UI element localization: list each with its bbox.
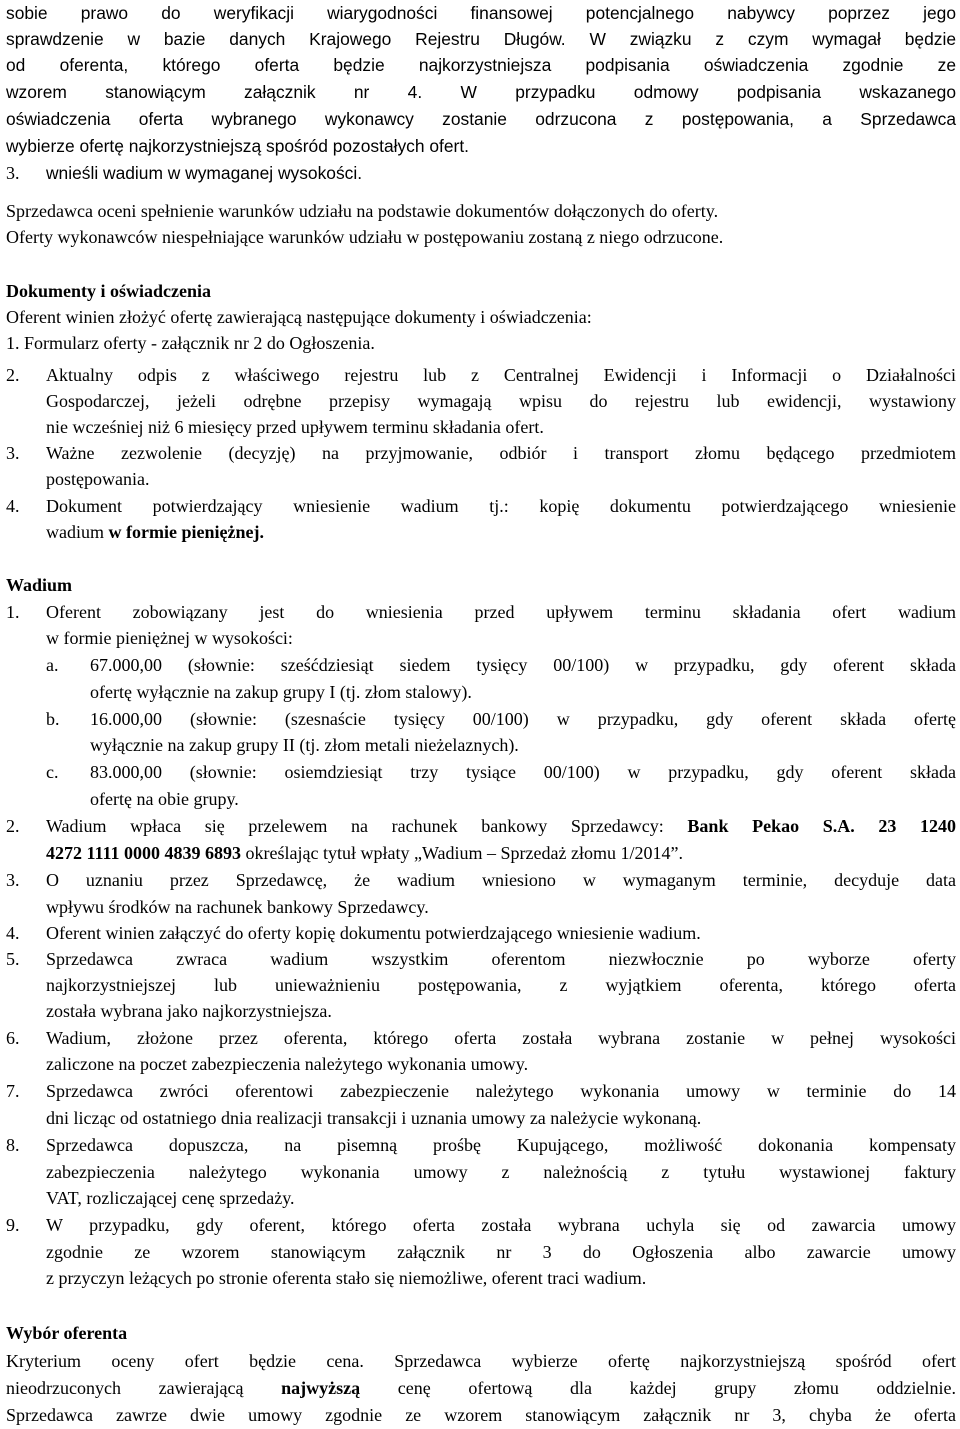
text-line [6,1375,956,1401]
text-line: Kryterium oceny ofert będzie cena. Sprzedawca wybierze ofertę najkorzystniejszą spośród ofert [6,1351,956,1371]
bold-text: najwyższą [281,1378,361,1398]
sublist-item-line: wyłącznie na zakup grupy II (tj. złom metali nieżelaznych). [90,735,519,755]
sublist-item-line: ofertę wyłącznie na zakup grupy I (tj. złom stalowy). [90,682,472,702]
list-item-line: najkorzystniejszej lub unieważnieniu postępowania, z wyjątkiem oferenta, którego oferta [46,975,956,995]
sublist-letter: b. [46,709,60,729]
section-heading-wadium: Wadium [6,575,73,595]
sublist-item-line: 83.000,00 (słownie: osiemdziesiąt trzy tysiące 00/100) w przypadku, gdy oferent składa [90,762,956,782]
list-number: 2. [6,816,20,836]
list-item-line: zaliczone na poczet zabezpieczenia należytego wykonania umowy. [46,1054,529,1074]
section-heading-dokumenty: Dokumenty i oświadczenia [6,281,212,301]
list-number: 4. [6,923,20,943]
list-item-line: Gospodarczej, jeżeli odrębne przepisy wymagają wpisu do rejestru lub ewidencji, wystawiony [46,391,956,411]
bold-text: w formie pieniężnej. [108,522,264,542]
text-line: sprawdzenie w bazie danych Krajowego Rejestru Długów. W związku z czym wymagał będzie [6,29,956,49]
list-item-line: postępowania. [46,469,150,489]
list-item-line: Wadium, złożone przez oferenta, którego oferta została wybrana zostanie w pełnej wysokości [46,1028,956,1048]
list-number: 3. [6,443,20,463]
sublist-letter: c. [46,762,59,782]
text-span: cenę ofertową dla każdej grupy złomu oddzielnie. [360,1378,956,1398]
text-line: Oferty wykonawców niespełniające warunków udziału w postępowaniu zostaną z niego odrzucone. [6,227,724,247]
list-number: 7. [6,1081,20,1101]
list-item-line [46,813,956,839]
list-item-line: dni licząc od ostatniego dnia realizacji transakcji i uznania umowy za należycie wykonaną. [46,1108,702,1128]
list-number: 5. [6,949,20,969]
list-item-line: Sprzedawca dopuszcza, na pisemną prośbę Kupującego, możliwość dokonania kompensaty [46,1135,956,1155]
list-number: 3. [6,870,20,890]
list-number: 8. [6,1135,20,1155]
text-line: wybierze ofertę najkorzystniejszą spośród pozostałych ofert. [6,136,470,156]
list-item-line [46,840,956,866]
text-line: Sprzedawca oceni spełnienie warunków udziału na podstawie dokumentów dołączonych do oferty. [6,201,719,221]
text-span: Wadium wpłaca się przelewem na rachunek bankowy Sprzedawcy: [46,816,688,836]
list-item-line: O uznaniu przez Sprzedawcę, że wadium wniesiono w wymaganym terminie, decyduje data [46,870,956,890]
list-item-line: Oferent winien załączyć do oferty kopię dokumentu potwierdzającego wniesienie wadium. [46,923,701,943]
list-item-line: Sprzedawca zwraca wadium wszystkim oferentom niezwłocznie po wyborze oferty [46,949,956,969]
list-item-line: Dokument potwierdzający wniesienie wadium tj.: kopię dokumentu potwierdzającego wniesienie [46,496,956,516]
list-item-line: Oferent zobowiązany jest do wniesienia przed upływem terminu składania ofert wadium [46,602,956,622]
list-number: 9. [6,1215,20,1235]
list-item-line: została wybrana jako najkorzystniejsza. [46,1001,332,1021]
list-item-line: nie wcześniej niż 6 miesięcy przed upływem terminu składania ofert. [46,417,544,437]
list-item: 1. Formularz oferty - załącznik nr 2 do Ogłoszenia. [6,333,375,353]
sublist-letter: a. [46,655,59,675]
list-number: 4. [6,496,20,516]
list-number: 2. [6,365,20,385]
list-item-line: z przyczyn leżących po stronie oferenta stało się niemożliwe, oferent traci wadium. [46,1268,647,1288]
list-item-line: Aktualny odpis z właściwego rejestru lub z Centralnej Ewidencji i Informacji o Działalności [46,365,956,385]
list-item-line: VAT, rozliczającej cenę sprzedaży. [46,1188,295,1208]
text-line: wzorem stanowiącym załącznik nr 4. W przypadku odmowy podpisania wskazanego [6,82,956,102]
list-item-line [46,519,956,545]
sublist-item-line: 67.000,00 (słownie: sześćdziesiąt siedem tysięcy 00/100) w przypadku, gdy oferent składa [90,655,956,675]
text-span: wadium [46,522,109,542]
text-span: nieodrzuconych zawierającą [6,1378,282,1398]
list-item-line: w formie pieniężnej w wysokości: [46,628,293,648]
text-line: oświadczenia oferta wybranego wykonawcy zostanie odrzucona z postępowania, a Sprzedawca [6,109,956,129]
bank-account-number: 4272 1111 0000 4839 6893 [46,843,242,863]
text-line: Sprzedawca zawrze dwie umowy zgodnie ze wzorem stanowiącym załącznik nr 3, chyba że oferta [6,1405,956,1425]
sublist-item-line: ofertę na obie grupy. [90,789,239,809]
list-number: 3. [6,163,20,183]
section-heading-wybor: Wybór oferenta [6,1323,128,1343]
list-item: wnieśli wadium w wymaganej wysokości. [46,163,363,183]
list-item-line: zgodnie ze wzorem stanowiącym załącznik nr 3 do Ogłoszenia albo zawarcie umowy [46,1242,956,1262]
list-item-line: wpływu środków na rachunek bankowy Sprzedawcy. [46,897,429,917]
text-line: sobie prawo do weryfikacji wiarygodności finansowej potencjalnego nabywcy poprzez jego [6,3,956,23]
text-line: od oferenta, którego oferta będzie najkorzystniejsza podpisania oświadczenia zgodnie ze [6,55,956,75]
bank-name: Bank Pekao S.A. 23 1240 [687,816,956,836]
text-line: Oferent winien złożyć ofertę zawierającą następujące dokumenty i oświadczenia: [6,307,592,327]
list-item-line: zabezpieczenia należytego wykonania umowy z należnością z tytułu wystawionej faktury [46,1162,956,1182]
text-span: określając tytuł wpłaty „Wadium – Sprzedaż złomu 1/2014”. [241,843,683,863]
list-number: 6. [6,1028,20,1048]
sublist-item-line: 16.000,00 (słownie: (szesnaście tysięcy 00/100) w przypadku, gdy oferent składa ofertę [90,709,956,729]
list-item-line: Sprzedawca zwróci oferentowi zabezpieczenie należytego wykonania umowy w terminie do 14 [46,1081,956,1101]
list-item-line: Ważne zezwolenie (decyzję) na przyjmowanie, odbiór i transport złomu będącego przedmiotem [46,443,956,463]
list-number: 1. [6,602,20,622]
list-item-line: W przypadku, gdy oferent, którego oferta została wybrana uchyla się od zawarcia umowy [46,1215,956,1235]
